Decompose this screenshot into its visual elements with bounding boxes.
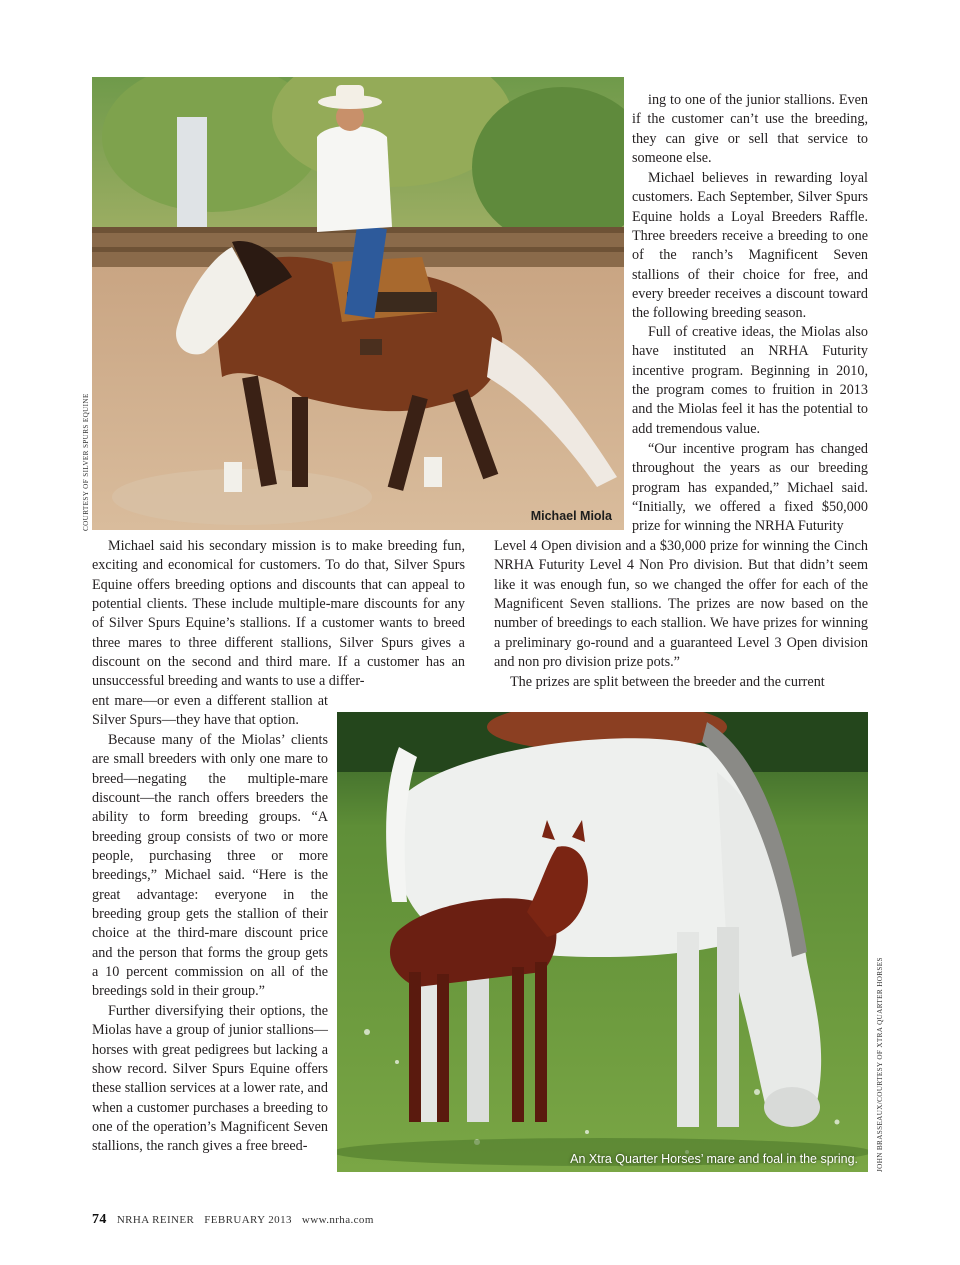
rider-photo-caption: Michael Miola: [530, 509, 612, 523]
paragraph-breeding-groups: Because many of the Miolas’ clients are small breeders with only one mare to breed—negating the multiple-mare discount—the ranch offers breeders the ability to form breeding groups. “A breeding group consists of two or more people, purchasing three or more breedings,” Michael said. “Here is the great advantage: everyone in the breeding group gets the stallion of their choice at the third-mare discount price and the person that forms the group gets a 10 percent commission on all of the breedings sold in their group.”: [92, 732, 328, 1000]
mare-foal-illustration: [337, 712, 868, 1172]
issue-date: FEBRUARY 2013: [204, 1214, 292, 1226]
paragraph-incentive-quote-start: “Our incentive program has changed throughout the years as our breeding program has expanded,” Michael said. “Initially, we offered a fixed $50,000 prize for winning the NRHA Futurity: [632, 441, 868, 535]
rider-horse-illustration: [92, 77, 624, 530]
paragraph-incentive-quote-cont: Level 4 Open division and a $30,000 prize for winning the Cinch NRHA Futurity Level 4 Non Pro division. But that didn’t seem like it was enough fun, so we changed the offer for each of the Magnificent Seven stallions. The prizes are now based on the number of breedings to each stallion. We have prizes for winning a preliminary go-round and a guaranteed Level 3 Open division and non pro division prize pots.”: [494, 538, 868, 671]
mare-photo-caption: An Xtra Quarter Horses’ mare and foal in the spring.: [570, 1152, 858, 1166]
page-footer: [92, 1212, 384, 1228]
photo-mare-and-foal: [337, 712, 868, 1172]
paragraph-prizes-split: The prizes are split between the breeder and the current: [510, 674, 825, 690]
mare-photo-credit: JOHN BRASSEAUX/COURTESY OF XTRA QUARTER HORSES: [876, 957, 884, 1172]
paragraph-secondary-mission: Michael said his secondary mission is to make breeding fun, exciting and economical for customers. To do that, Silver Spurs Equine offers breeding options and discounts that can appeal to potential clients. These include multiple-mare discounts for any of Silver Spurs Equine’s stallions. If a customer wants to breed three mares to three different stallions, Silver Spurs gives a discount on the second and third mare. If a customer has an unsuccessful breeding and wants to use a differ-: [92, 538, 465, 690]
page-number: 74: [92, 1212, 107, 1227]
paragraph-futurity-incentive: Full of creative ideas, the Miolas also have instituted an NRHA Futurity incentive program. Beginning in 2010, the program comes to fruition in 2013 and the Miolas feel it has the potential to add tremendous value.: [632, 324, 868, 437]
paragraph-junior-stallions: Further diversifying their options, the Miolas have a group of junior stallions—horses with great pedigrees but lacking a show record. Silver Spurs Equine offers these stallion services at a lower rate, and when a customer purchases a breeding to one of the operation’s Magnificent Seven stallions, the ranch gives a free breed-: [92, 1003, 328, 1155]
paragraph-secondary-mission-cont: ent mare—or even a different stallion at Silver Spurs—they have that option.: [92, 693, 328, 729]
rider-photo-credit: COURTESY OF SILVER SPURS EQUINE: [82, 393, 90, 531]
photo-michael-miola-riding: [92, 77, 624, 530]
magazine-name: NRHA REINER: [116, 1214, 195, 1226]
website-link[interactable]: www.nrha.com: [301, 1214, 374, 1226]
paragraph-junior-stallions-end: ing to one of the junior stallions. Even if the customer can’t use the breeding, they can give or sell that service to someone else.: [632, 92, 868, 167]
paragraph-loyal-breeders: Michael believes in rewarding loyal customers. Each September, Silver Spurs Equine holds a Loyal Breeders Raffle. Three breeders receive a breeding to one of the ranch’s Magnificent Seven stallions of their choice for free, and every breeder receives a discount toward the following breeding season.: [632, 170, 868, 322]
